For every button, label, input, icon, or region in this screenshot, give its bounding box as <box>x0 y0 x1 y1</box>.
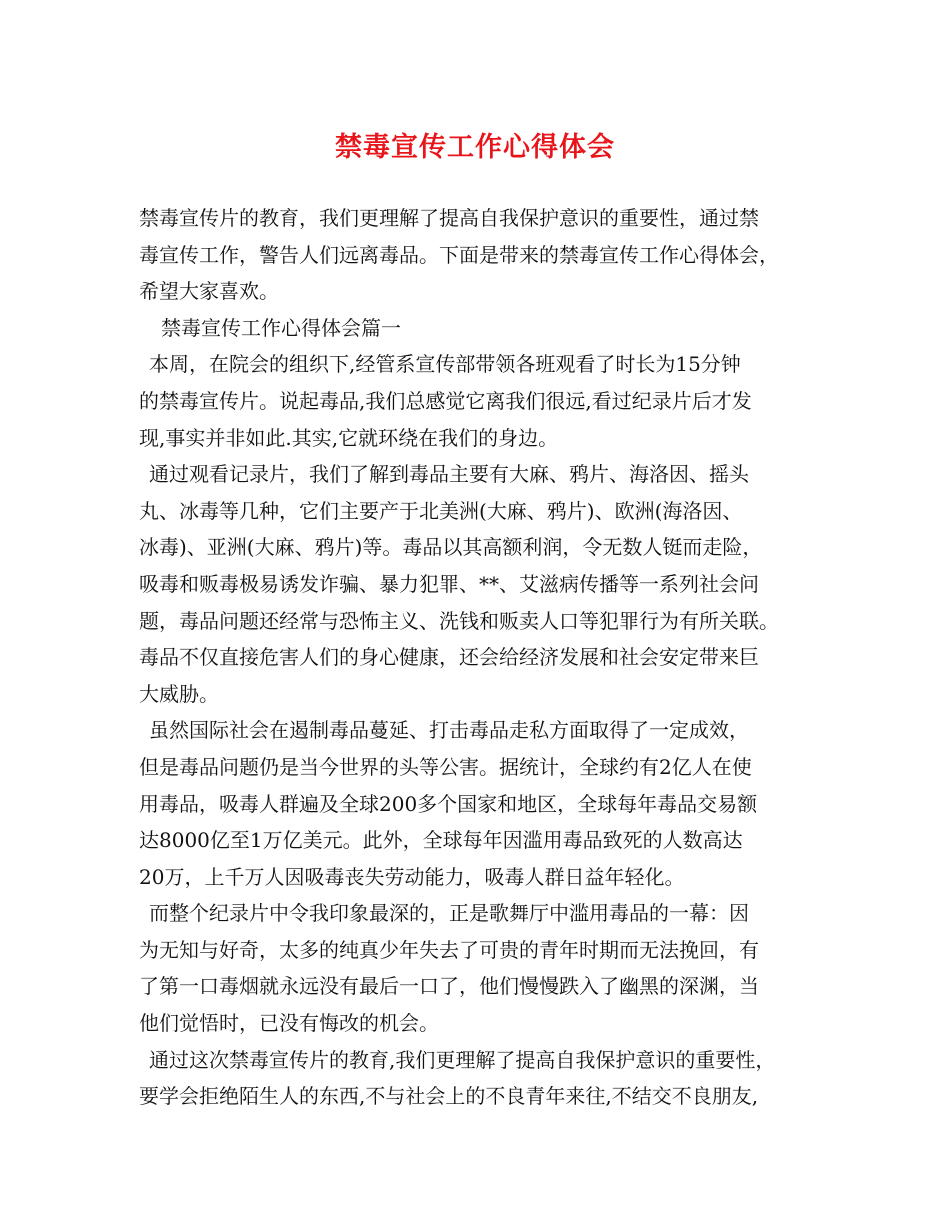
body-line: 本周，在院会的组织下,经管系宣传部带领各班观看了时长为15分钟 <box>149 352 741 377</box>
body-line: 现,事实并非如此.其实,它就环绕在我们的身边。 <box>139 425 559 450</box>
section-heading: 禁毒宣传工作心得体会篇一 <box>161 315 401 340</box>
body-line: 他们觉悟时，已没有悔改的机会。 <box>139 1011 439 1036</box>
body-line: 而整个纪录片中令我印象最深的，正是歌舞厅中滥用毒品的一幕：因 <box>149 901 749 926</box>
body-line: 丸、冰毒等几种，它们主要产于北美洲(大麻、鸦片)、欧洲(海洛因、 <box>139 498 743 523</box>
body-line: 冰毒)、亚洲(大麻、鸦片)等。毒品以其高额利润，令无数人铤而走险， <box>139 535 763 560</box>
body-line: 毒宣传工作，警告人们远离毒品。下面是带来的禁毒宣传工作心得体会， <box>139 242 779 267</box>
body-line: 但是毒品问题仍是当今世界的头等公害。据统计，全球约有2亿人在使 <box>139 754 752 779</box>
body-line: 用毒品，吸毒人群遍及全球200多个国家和地区，全球每年毒品交易额 <box>139 791 758 816</box>
body-line: 20万，上千万人因吸毒丧失劳动能力，吸毒人群日益年轻化。 <box>139 864 685 889</box>
body-line: 吸毒和贩毒极易诱发诈骗、暴力犯罪、**、艾滋病传播等一系列社会问 <box>139 571 759 596</box>
body-line: 大威胁。 <box>139 681 219 706</box>
body-line: 通过观看记录片，我们了解到毒品主要有大麻、鸦片、海洛因、摇头 <box>149 462 749 487</box>
document-body <box>139 200 831 1115</box>
body-line: 达8000亿至1万亿美元。此外，全球每年因滥用毒品致死的人数高达 <box>139 828 743 853</box>
body-line: 通过这次禁毒宣传片的教育,我们更理解了提高自我保护意识的重要性， <box>149 1047 776 1072</box>
body-line: 禁毒宣传片的教育，我们更理解了提高自我保护意识的重要性，通过禁 <box>139 206 759 230</box>
document-title: 禁毒宣传工作心得体会 <box>335 132 615 163</box>
body-line: 希望大家喜欢。 <box>139 279 279 304</box>
body-line: 毒品不仅直接危害人们的身心健康，还会给经济发展和社会安定带来巨 <box>139 645 759 670</box>
body-line: 为无知与好奇，太多的纯真少年失去了可贵的青年时期而无法挽回，有 <box>139 937 759 962</box>
body-line: 虽然国际社会在遏制毒品蔓延、打击毒品走私方面取得了一定成效， <box>149 718 749 743</box>
body-line: 的禁毒宣传片。说起毒品,我们总感觉它离我们很远,看过纪录片后才发 <box>139 388 752 413</box>
body-line: 题，毒品问题还经常与恐怖主义、洗钱和贩卖人口等犯罪行为有所关联。 <box>139 608 779 633</box>
body-line: 了第一口毒烟就永远没有最后一口了，他们慢慢跌入了幽黑的深渊，当 <box>139 974 759 999</box>
body-line: 要学会拒绝陌生人的东西,不与社会上的不良青年来往,不结交不良朋友, <box>139 1084 759 1109</box>
